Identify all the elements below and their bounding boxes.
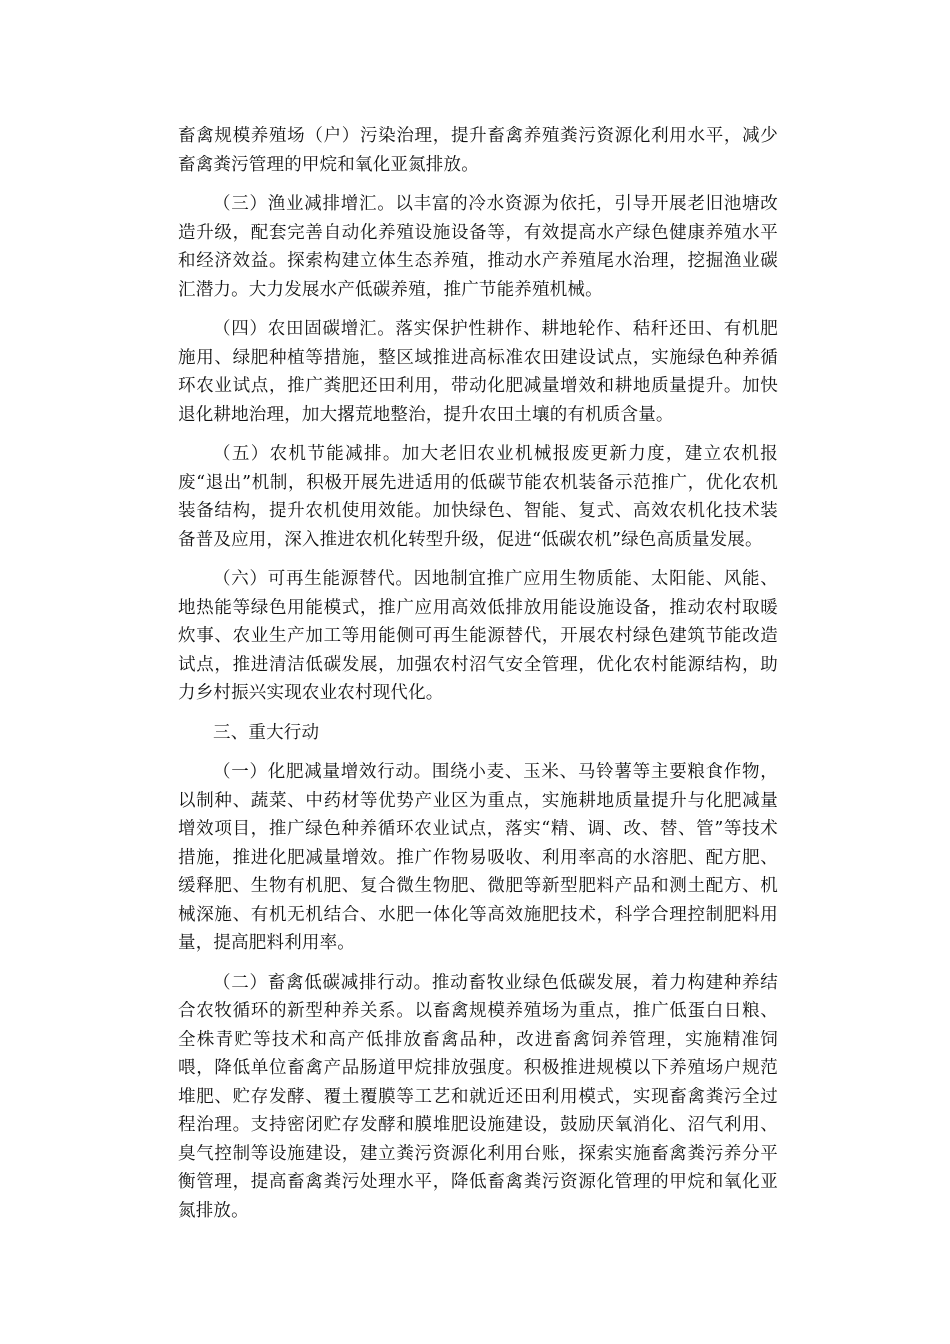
paragraph-livestock: （二）畜禽低碳减排行动。推动畜牧业绿色低碳发展，着力构建种养结合农牧循环的新型种养关系。以畜禽规模养殖场为重点，推广低蛋白日粮、全株青贮等技术和高产低排放畜禽品种，改进畜禽饲养管理，实施精准饲喂，降低单位畜禽产品肠道甲烷排放强度。积极推进规模以下养殖场户规范堆肥、贮存发酵、覆土覆膜等工艺和就近还田利用模式，实现畜禽粪污全过程治理。支持密闭贮存发酵和膜堆肥设施建设，鼓励厌氧消化、沼气利用、臭气控制等设施建设，建立粪污资源化利用台账，探索实施畜禽粪污养分平衡管理，提高畜禽粪污处理水平，降低畜禽粪污资源化管理的甲烷和氧化亚氮排放。: [178, 972, 778, 1221]
document-page: [178, 122, 778, 1236]
paragraph-fishery: （三）渔业减排增汇。以丰富的冷水资源为依托，引导开展老旧池塘改造升级，配套完善自动化养殖设施设备等，有效提高水产绿色健康养殖水平和经济效益。探索构建立体生态养殖，推动水产养殖尾水治理，挖掘渔业碳汇潜力。大力发展水产低碳养殖，推广节能养殖机械。: [178, 194, 778, 300]
paragraph-continued: 畜禽规模养殖场（户）污染治理，提升畜禽养殖粪污资源化利用水平，减少畜禽粪污管理的甲烷和氧化亚氮排放。: [178, 126, 778, 175]
section-heading: 三、重大行动: [213, 722, 320, 743]
paragraph-machinery: （五）农机节能减排。加大老旧农业机械报废更新力度，建立农机报废“退出”机制，积极开展先进适用的低碳节能农机装备示范推广，优化农机装备结构，提升农机使用效能。加快绿色、智能、复式、高效农机化技术装备普及应用，深入推进农机化转型升级，促进“低碳农机”绿色高质量发展。: [178, 444, 778, 550]
paragraph-renewable: （六）可再生能源替代。因地制宜推广应用生物质能、太阳能、风能、地热能等绿色用能模式，推广应用高效低排放用能设施设备，推动农村取暖炊事、农业生产加工等用能侧可再生能源替代，开展农村绿色建筑节能改造试点，推进清洁低碳发展，加强农村沼气安全管理，优化农村能源结构，助力乡村振兴实现农业农村现代化。: [178, 569, 778, 703]
paragraph-fertilizer: （一）化肥减量增效行动。围绕小麦、玉米、马铃薯等主要粮食作物，以制种、蔬菜、中药材等优势产业区为重点，实施耕地质量提升与化肥减量增效项目，推广绿色种养循环农业试点，落实“精、调、改、替、管”等技术措施，推进化肥减量增效。推广作物易吸收、利用率高的水溶肥、配方肥、缓释肥、生物有机肥、复合微生物肥、微肥等新型肥料产品和测土配方、机械深施、有机无机结合、水肥一体化等高效施肥技术，科学合理控制肥料用量，提高肥料利用率。: [178, 762, 778, 953]
paragraph-farmland: （四）农田固碳增汇。落实保护性耕作、耕地轮作、秸秆还田、有机肥施用、绿肥种植等措施，整区域推进高标准农田建设试点，实施绿色种养循环农业试点，推广粪肥还田利用，带动化肥减量增效和耕地质量提升。加快退化耕地治理，加大撂荒地整治，提升农田土壤的有机质含量。: [178, 319, 778, 425]
